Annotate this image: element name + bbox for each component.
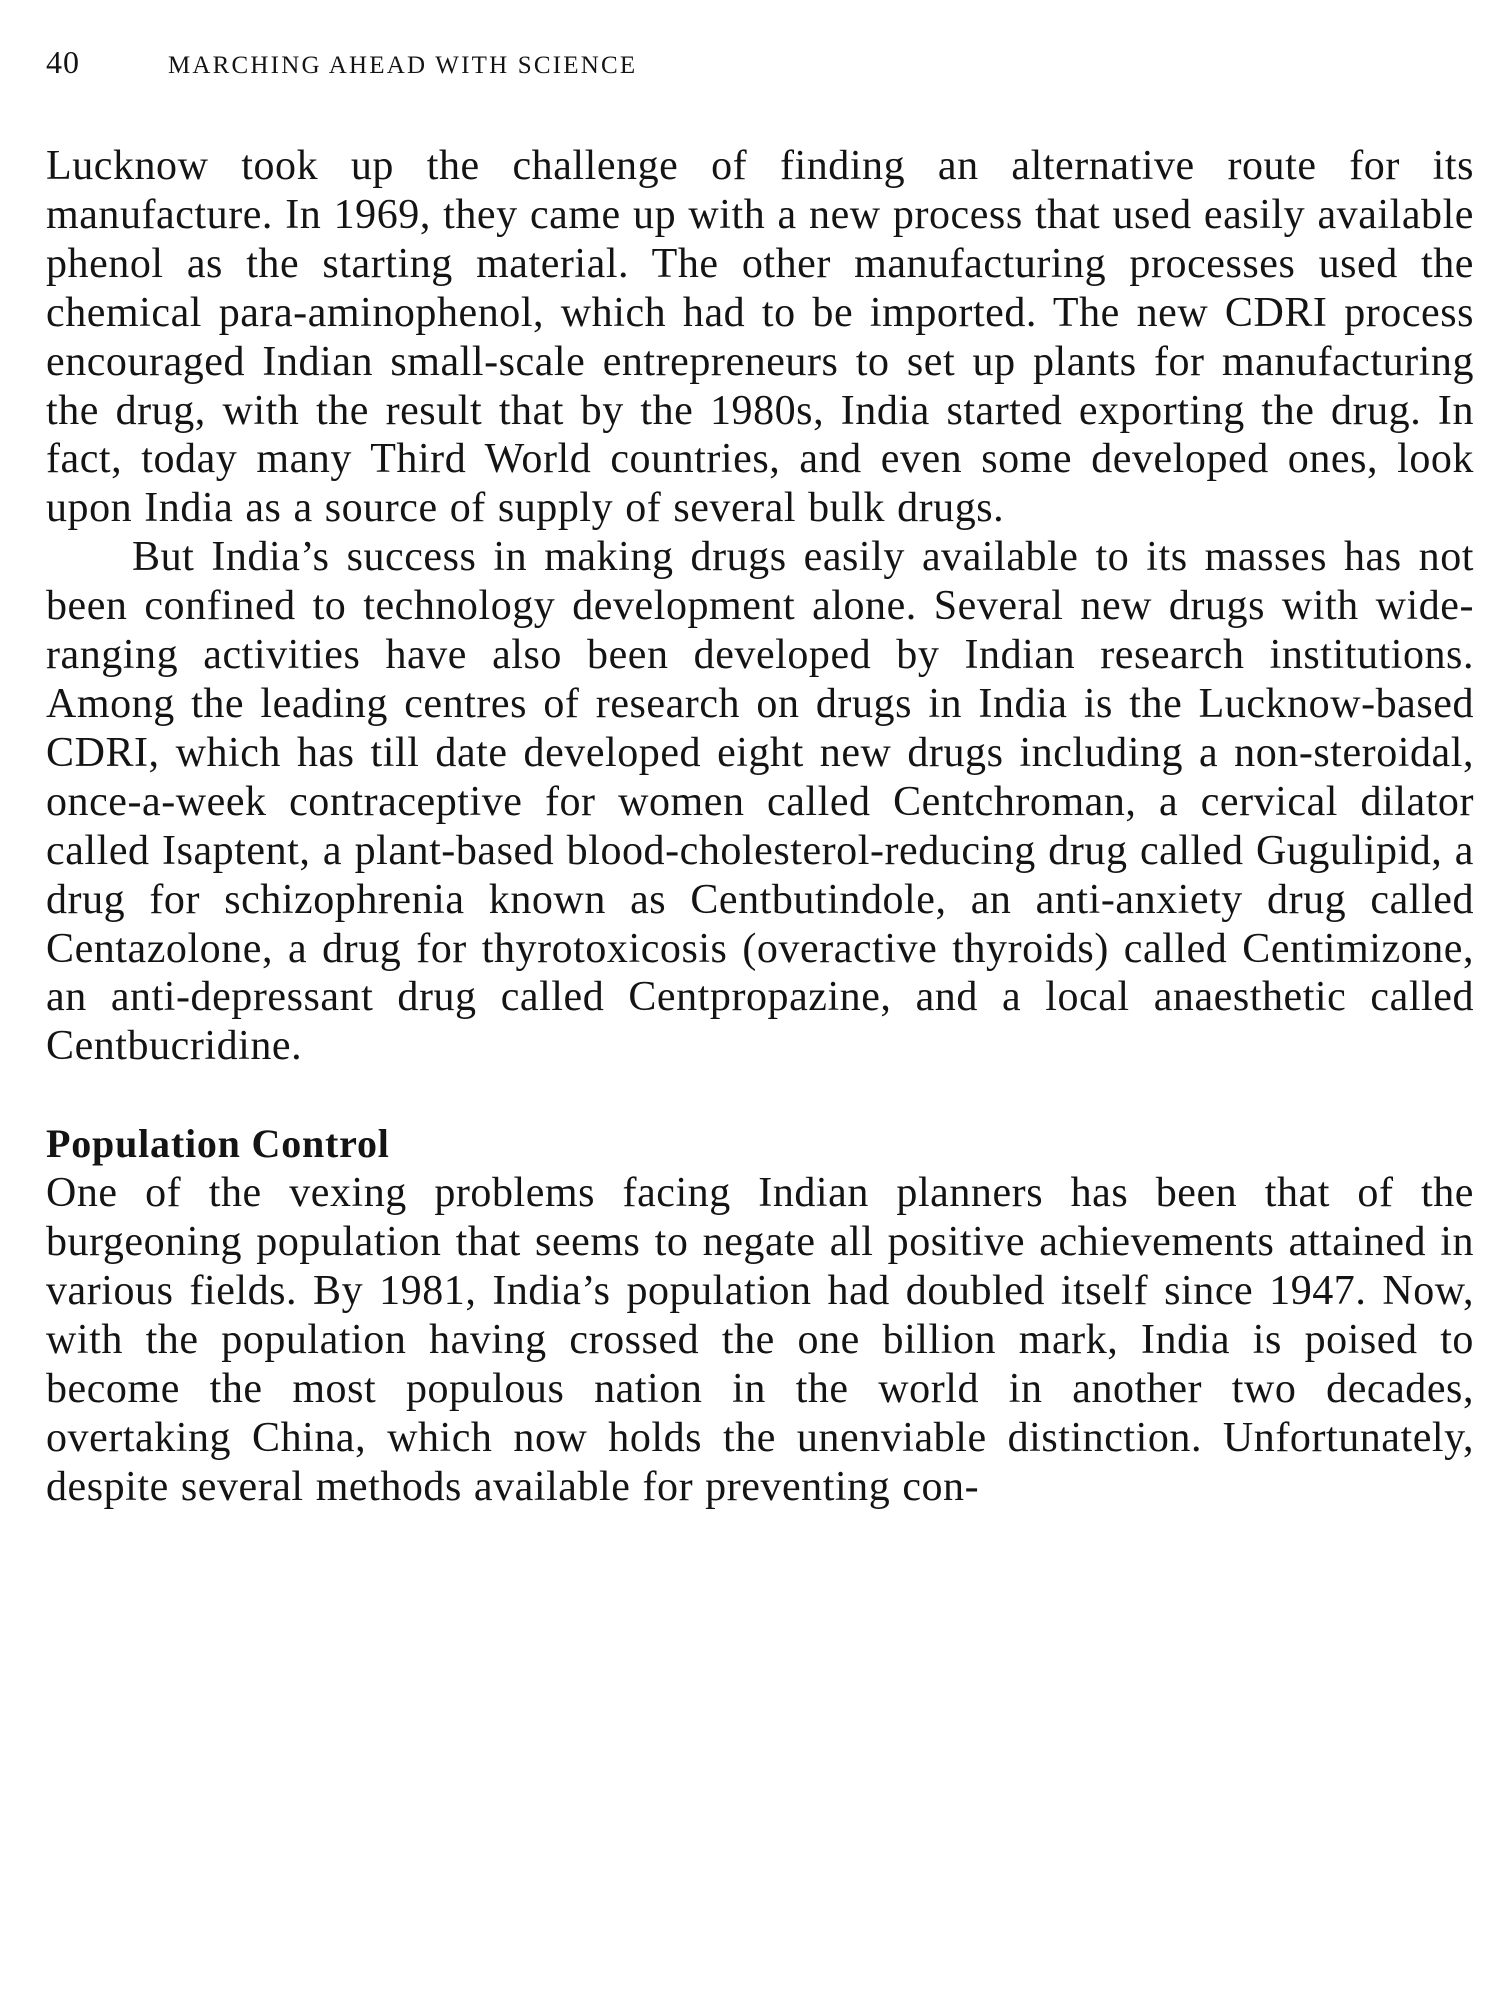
paragraph-population-control: One of the vexing problems facing Indian planners has been that of the burgeoning population that seems to negate all positive achievements attained in various fields. By 1981, India’s population had doubled itself since 1947. Now, with the population having crossed the one billion mark, India is poised to become the most populous nation in the world in another two decades, overtaking China, which now holds the unenviable distinction. Unfortunately, despite several methods available for preventing con- (46, 1170, 1474, 1510)
section-heading: Population Control (46, 1121, 390, 1167)
page-number: 40 (46, 44, 80, 80)
page-header (46, 44, 946, 84)
running-head: MARCHING AHEAD WITH SCIENCE (168, 52, 638, 79)
body-text (46, 142, 1474, 1511)
paragraph-continued: Lucknow took up the challenge of finding an alternative route for its manufacture. In 1969, they came up with a new process that used easily available phenol as the starting material. The other manufacturing processes used the chemical para-aminophenol, which had to be imported. The new CDRI process encouraged Indian small-scale entrepreneurs to set up plants for manufacturing the drug, with the result that by the 1980s, India started exporting the drug. In fact, today many Third World countries, and even some developed ones, look upon India as a source of supply of several bulk drugs. (46, 143, 1474, 532)
paragraph-drugs: But India’s success in making drugs easily available to its masses has not been confined to technology development alone. Several new drugs with wide-ranging activities have also been developed by Indian research institutions. Among the leading centres of research on drugs in India is the Lucknow-based CDRI, which has till date developed eight new drugs including a non-steroidal, once-a-week contraceptive for women called Centchroman, a cervical dilator called Isaptent, a plant-based blood-cholesterol-reducing drug called Gugulipid, a drug for schizophrenia known as Centbutindole, an anti-anxiety drug called Centazolone, a drug for thyrotoxicosis (overactive thyroids) called Centimizone, an anti-depressant drug called Centpropazine, and a local anaesthetic called Centbucridine. (46, 534, 1474, 1070)
